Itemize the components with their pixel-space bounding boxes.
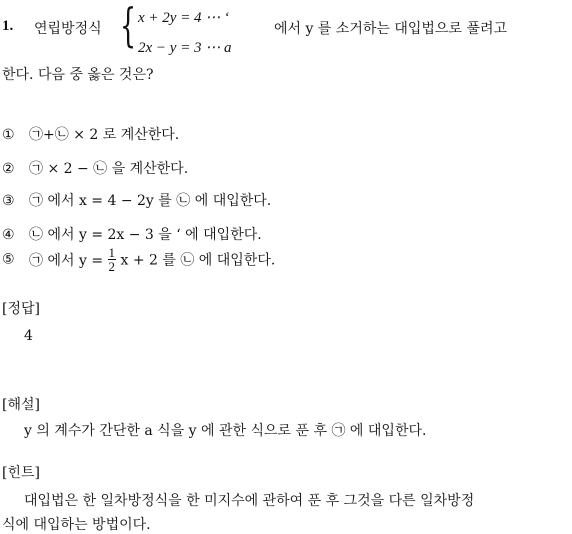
option-1[interactable]	[2, 124, 179, 144]
equation-2: 2x − y = 3 ⋯ a	[138, 40, 232, 56]
question-stem-line2: 한다. 다음 중 옳은 것은?	[2, 67, 154, 83]
question-number: 1.	[2, 18, 14, 34]
option-5[interactable]	[2, 246, 275, 273]
option-text-pre: ㉠ 에서 y =	[29, 252, 104, 269]
fraction-denominator: 2	[108, 259, 116, 274]
option-2[interactable]	[2, 158, 188, 178]
option-4[interactable]	[2, 224, 262, 244]
explanation-text: y 의 계수가 간단한 a 식을 y 에 관한 식으로 푼 후 ㉠ 에 대입한다.	[24, 423, 427, 439]
answer-value: 4	[24, 328, 33, 344]
option-text: ㉠ × 2 − ㉡ 을 계산한다.	[29, 161, 189, 177]
equation-1: x + 2y = 4 ⋯ ‘	[138, 10, 230, 26]
question-prefix: 연립방정식	[34, 21, 102, 37]
explanation-label: [해설]	[2, 397, 40, 413]
fraction-numerator: 1	[108, 245, 116, 260]
option-3[interactable]	[2, 190, 271, 210]
option-text: ㉠ 에서 x = 4 − 2y 를 ㉡ 에 대입한다.	[29, 193, 272, 209]
option-text-post: x + 2 를 ㉡ 에 대입한다.	[120, 252, 276, 269]
hint-label: [힌트]	[2, 465, 40, 481]
fraction	[108, 246, 117, 273]
option-marker: ①	[2, 127, 15, 143]
hint-line-1: 대입법은 한 일차방정식을 한 미지수에 관하여 푼 후 그것을 다른 일차방정	[24, 493, 475, 509]
question-stem: 에서 y 를 소거하는 대입법으로 풀려고	[274, 21, 508, 37]
option-marker: ④	[2, 227, 15, 243]
option-text: ㉠+㉡ × 2 로 계산한다.	[29, 127, 180, 143]
hint-line-2: 식에 대입하는 방법이다.	[2, 517, 151, 533]
system-brace: {	[120, 0, 137, 52]
option-marker: ③	[2, 193, 15, 209]
option-marker: ②	[2, 161, 15, 177]
option-text: ㉡ 에서 y = 2x − 3 을 ‘ 에 대입한다.	[29, 227, 262, 243]
option-marker: ⑤	[2, 251, 15, 268]
answer-label: [정답]	[2, 301, 40, 317]
